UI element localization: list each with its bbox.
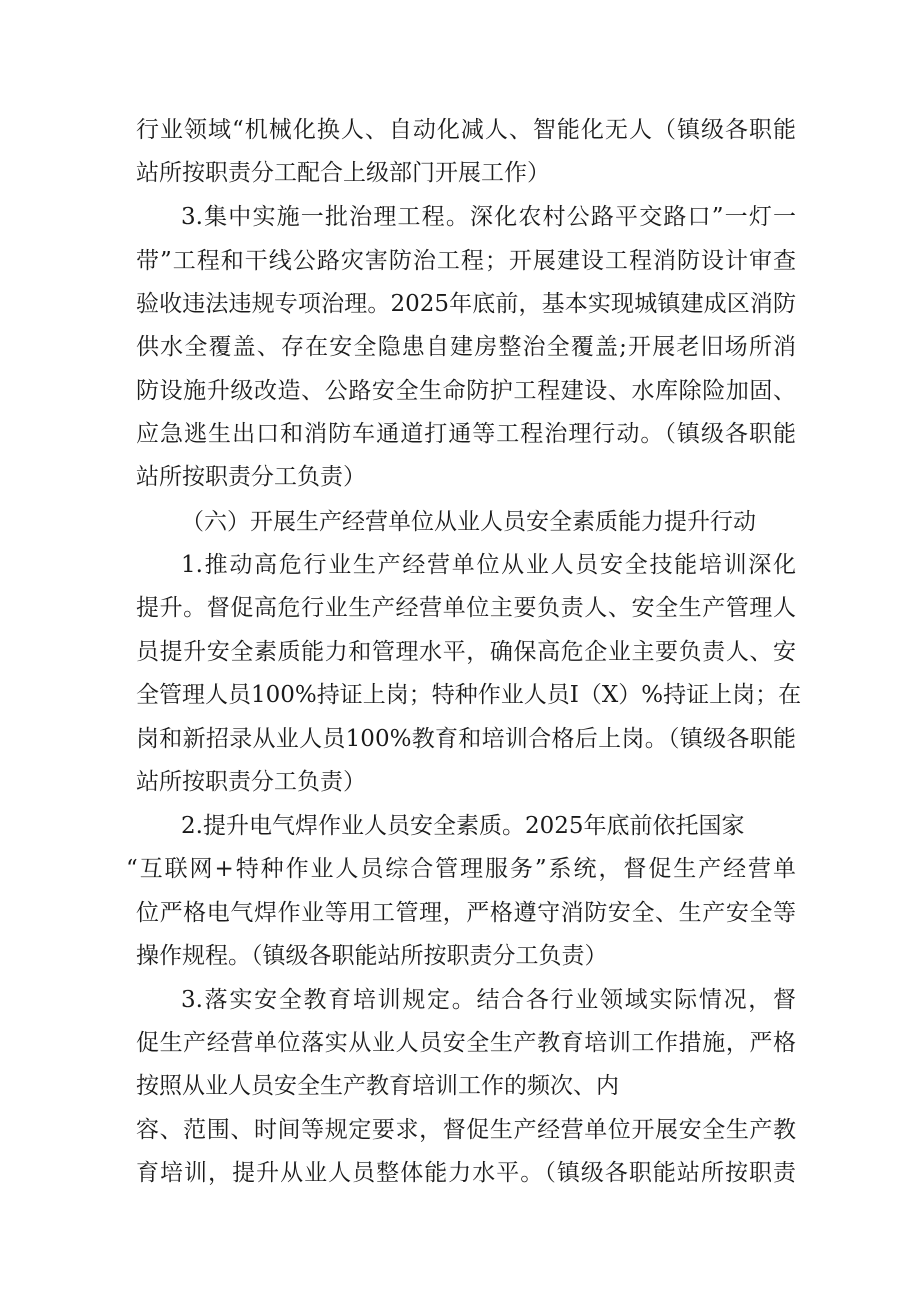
paragraph-line: 员提升安全素质能力和管理水平，确保高危企业主要负责人、安 <box>136 639 796 665</box>
paragraph-line: 行业领域“机械化换人、自动化减人、智能化无人（镇级各职能 <box>136 117 796 143</box>
paragraph-line: 全管理人员100%持证上岗；特种作业人员I（X）%持证上岗；在 <box>136 682 802 708</box>
paragraph-line: 促生产经营单位落实从业人员安全生产教育培训工作措施，严格 <box>136 1030 796 1056</box>
paragraph-line: 应急逃生出口和消防车通道打通等工程治理行动。（镇级各职能 <box>136 421 796 447</box>
paragraph-line: 位严格电气焊作业等用工管理，严格遵守消防安全、生产安全等 <box>136 900 796 926</box>
paragraph-line: 站所按职责分工负责） <box>136 464 366 490</box>
paragraph-line: 育培训，提升从业人员整体能力水平。（镇级各职能站所按职责 <box>136 1160 796 1186</box>
paragraph-line: 3.集中实施一批治理工程。深化农村公路平交路口”一灯一 <box>181 204 796 230</box>
section-heading: （六）开展生产经营单位从业人员安全素质能力提升行动 <box>181 509 756 535</box>
paragraph-line: 岗和新招录从业人员100%教育和培训合格后上岗。（镇级各职能 <box>136 726 796 752</box>
paragraph-line: 操作规程。（镇级各职能站所按职责分工负责） <box>136 943 608 969</box>
paragraph-line: 供水全覆盖、存在安全隐患自建房整治全覆盖;开展老旧场所消 <box>136 334 796 360</box>
paragraph-line: 站所按职责分工负责） <box>136 769 366 795</box>
paragraph-line: 按照从业人员安全生产教育培训工作的频次、内 <box>136 1073 619 1099</box>
paragraph-line: 1.推动高危行业生产经营单位从业人员安全技能培训深化 <box>181 552 796 578</box>
paragraph-line: 3.落实安全教育培训规定。结合各行业领域实际情况，督 <box>181 987 796 1013</box>
paragraph-line: “互联网+特种作业人员综合管理服务”系统，督促生产经营单 <box>126 856 796 882</box>
paragraph-line: 2.提升电气焊作业人员安全素质。2025年底前依托国家 <box>181 813 745 839</box>
paragraph-line: 防设施升级改造、公路安全生命防护工程建设、水库除险加固、 <box>136 378 796 404</box>
paragraph-line: 提升。督促高危行业生产经营单位主要负责人、安全生产管理人 <box>136 595 796 621</box>
paragraph-line: 容、范围、时间等规定要求，督促生产经营单位开展安全生产教 <box>136 1117 796 1143</box>
paragraph-line: 带”工程和干线公路灾害防治工程；开展建设工程消防设计审查 <box>136 248 796 274</box>
paragraph-line: 站所按职责分工配合上级部门开展工作） <box>136 160 550 186</box>
paragraph-line: 验收违法违规专项治理。2025年底前，基本实现城镇建成区消防 <box>136 291 796 317</box>
